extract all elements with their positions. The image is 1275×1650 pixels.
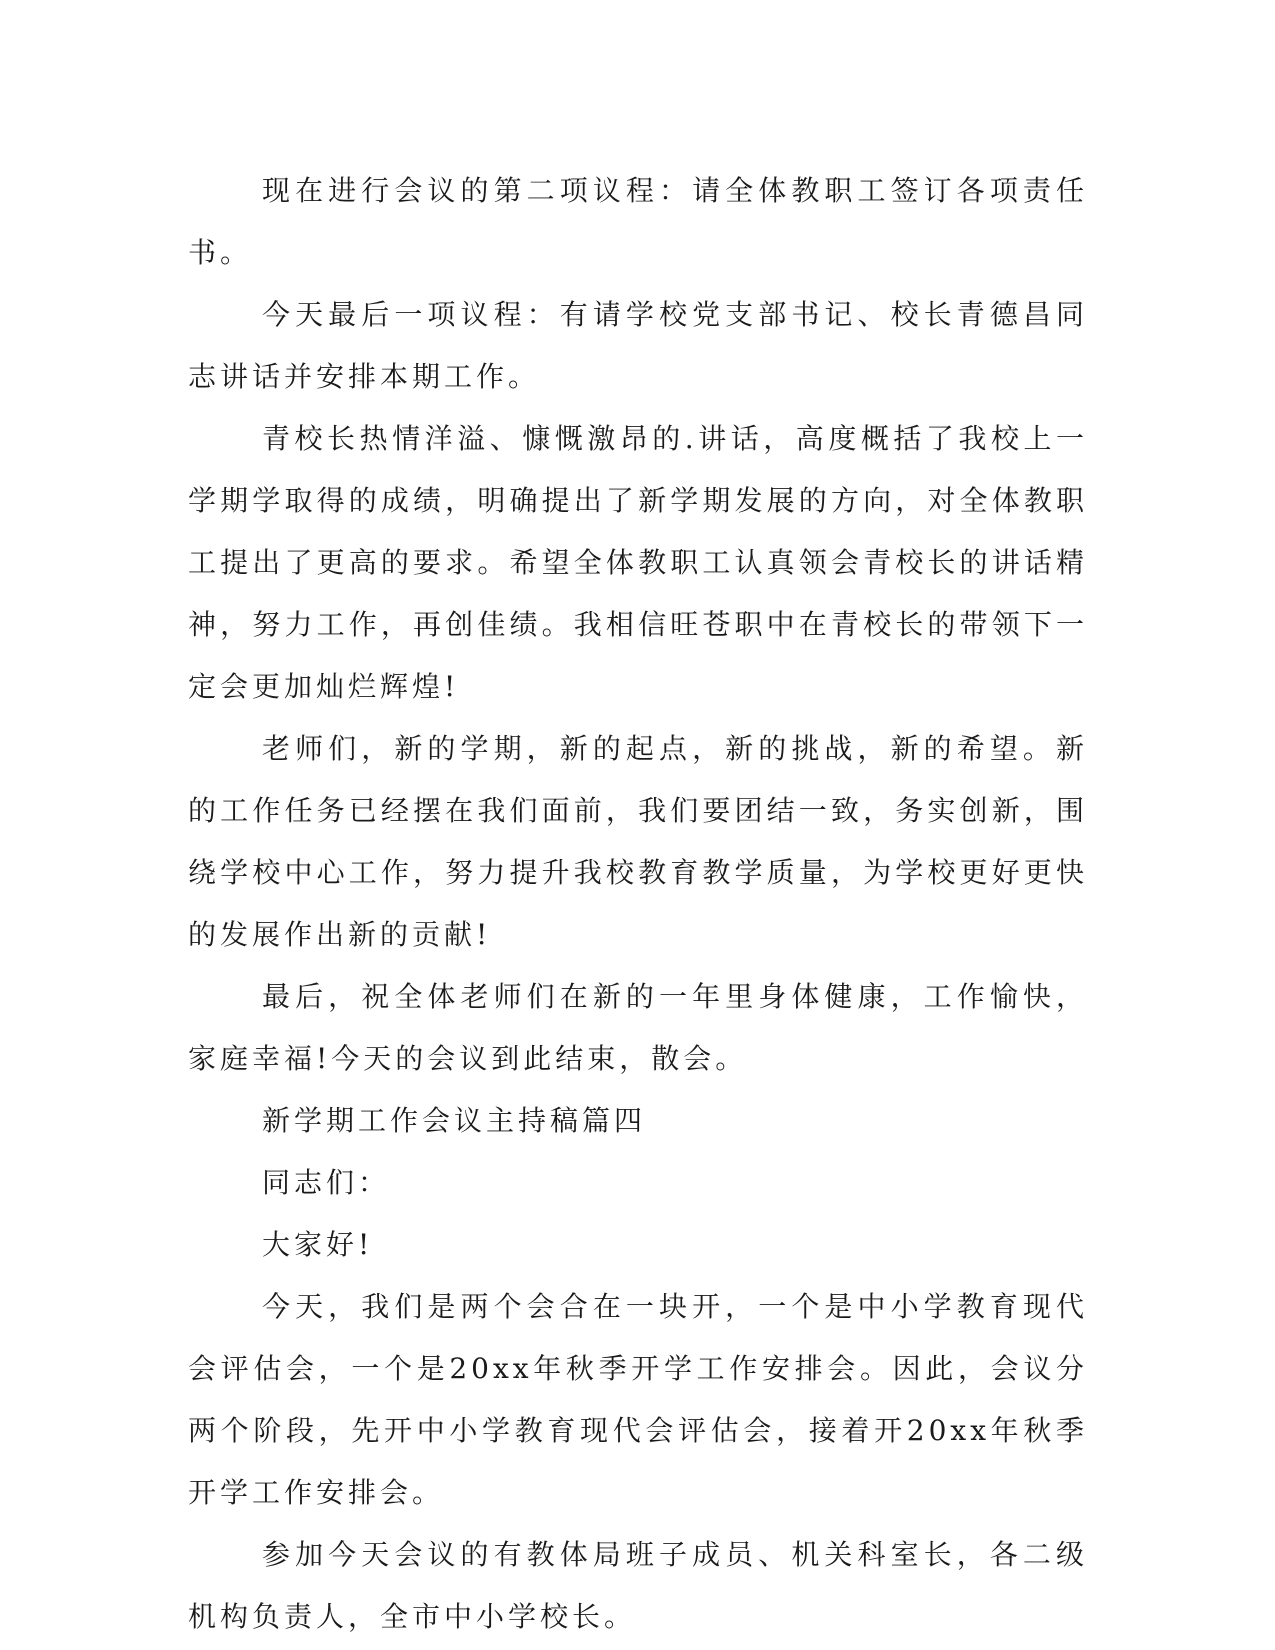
paragraph: 参加今天会议的有教体局班子成员、机关科室长，各二级机构负责人，全市中小学校长。 [188, 1538, 1088, 1633]
paragraph: 今天最后一项议程：有请学校党支部书记、校长青德昌同志讲话并安排本期工作。 [188, 298, 1088, 393]
document-body [188, 160, 1088, 1648]
section-heading: 新学期工作会议主持稿篇四 [262, 1104, 647, 1137]
paragraph: 现在进行会议的第二项议程：请全体教职工签订各项责任书。 [188, 174, 1088, 269]
paragraph: 青校长热情洋溢、慷慨激昂的.讲话，高度概括了我校上一学期学取得的成绩，明确提出了新学期发展的方向，对全体教职工提出了更高的要求。希望全体教职工认真领会青校长的讲话精神，努力工作，再创佳绩。我相信旺苍职中在青校长的带领下一定会更加灿烂辉煌! [188, 422, 1088, 703]
paragraph: 今天，我们是两个会合在一块开，一个是中小学教育现代会评估会，一个是20xx年秋季开学工作安排会。因此，会议分两个阶段，先开中小学教育现代会评估会，接着开20xx年秋季开学工作安排会。 [188, 1290, 1088, 1509]
paragraph: 最后，祝全体老师们在新的一年里身体健康，工作愉快，家庭幸福!今天的会议到此结束，散会。 [188, 980, 1088, 1075]
salutation: 同志们： [262, 1166, 391, 1199]
greeting: 大家好! [262, 1228, 374, 1261]
paragraph: 老师们，新的学期，新的起点，新的挑战，新的希望。新的工作任务已经摆在我们面前，我们要团结一致，务实创新，围绕学校中心工作，努力提升我校教育教学质量，为学校更好更快的发展作出新的贡献! [188, 732, 1088, 951]
